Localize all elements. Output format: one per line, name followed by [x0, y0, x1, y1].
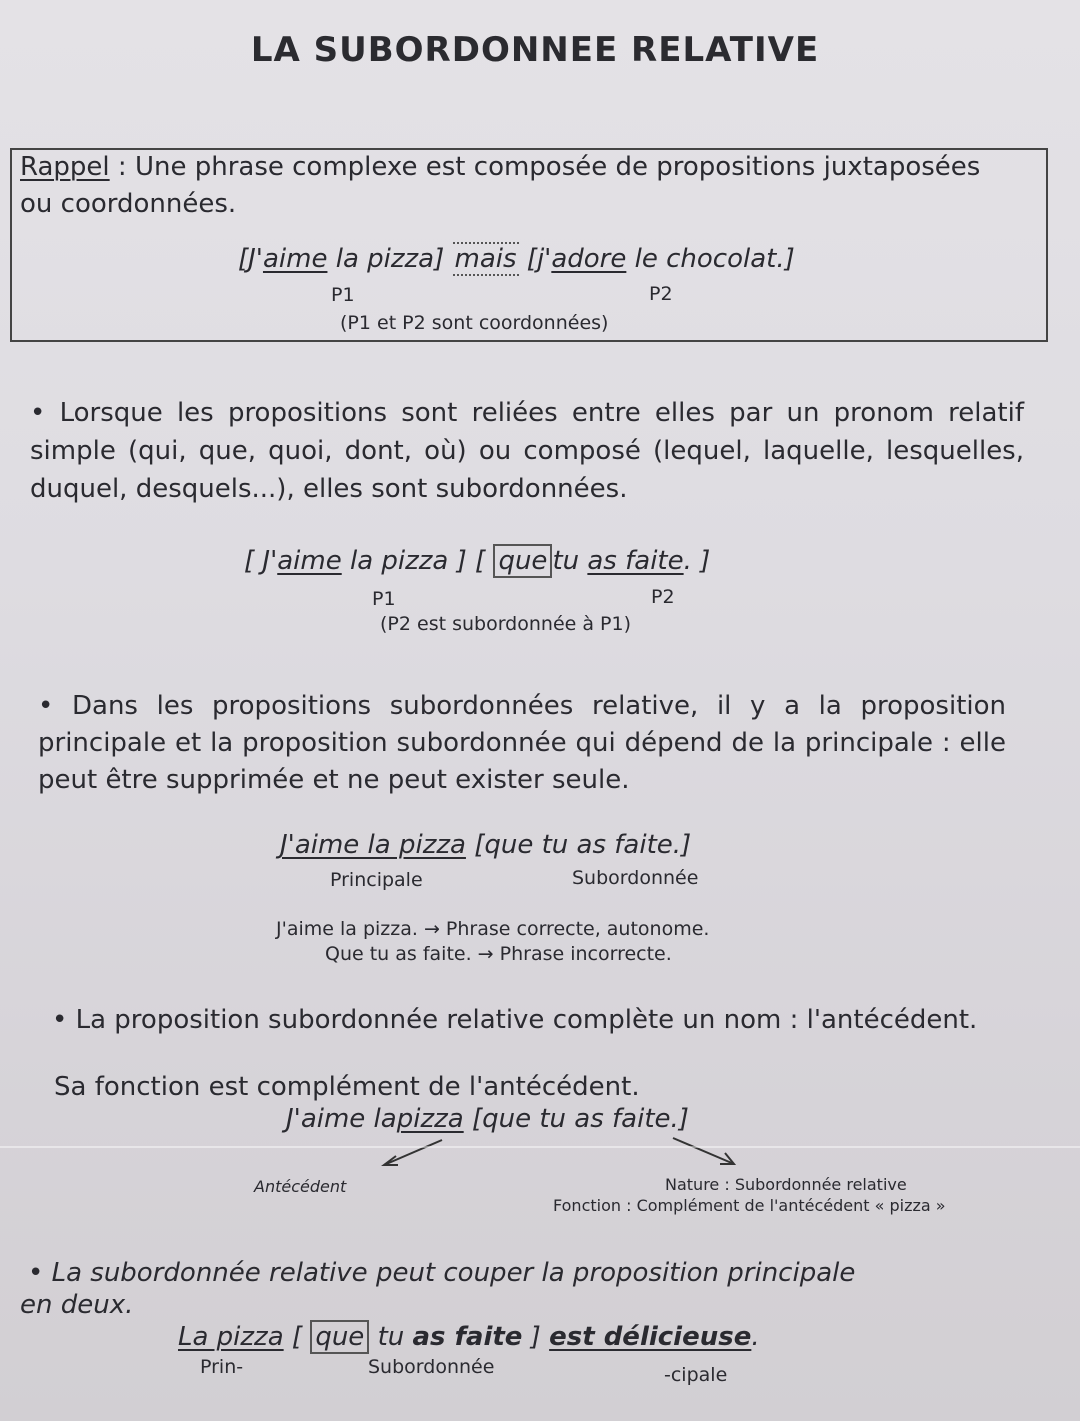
s4-ex-part: [ — [283, 1322, 311, 1352]
s4-ex-part: ] — [522, 1322, 550, 1352]
section1-p1: P1 — [372, 588, 396, 610]
section1-example — [244, 546, 710, 576]
s4-ex-principal-2: est délicieuse — [549, 1322, 752, 1352]
section4-label-sub: Subordonnée — [368, 1356, 495, 1378]
rappel-line-1 — [20, 152, 980, 182]
section2-label-main: Principale — [330, 869, 423, 891]
s1-ex-part: tu — [552, 546, 588, 576]
s1-ex-part: la pizza ] [ — [341, 546, 494, 576]
s1-ex-part: . ] — [683, 546, 711, 576]
s4-ex-part: tu — [369, 1322, 413, 1352]
s3-ex-part: [que tu as faite.] — [463, 1104, 689, 1134]
section2-text: • Dans les propositions subordonnées relative, il y a la proposition principale et la proposition subordonnée qui dépend de la principale : elle peut être supprimée et ne peut exister seule. — [38, 691, 1006, 795]
section1-text: • Lorsque les propositions sont reliées entre elles par un pronom relatif simple (qui, que, quoi, dont, où) ou composé (lequel, laquelle, lesquelles, duquel, desquels...), elles sont subordonnées. — [30, 398, 1024, 504]
rappel-ex-conjunction: mais — [454, 244, 517, 274]
section3-label-nature: Nature : Subordonnée relative — [665, 1175, 907, 1194]
s4-ex-part: . — [751, 1322, 760, 1352]
rappel-note: (P1 et P2 sont coordonnées) — [340, 312, 609, 334]
page-title: LA SUBORDONNEE RELATIVE — [250, 30, 820, 70]
section3-example — [286, 1104, 689, 1134]
s1-ex-pronoun: que — [493, 544, 552, 578]
arrow-left-icon — [384, 1140, 442, 1165]
rappel-p2: P2 — [649, 283, 673, 305]
section2-label-sub: Subordonnée — [572, 867, 699, 889]
section1-p2: P2 — [651, 586, 675, 608]
section2-line-1: J'aime la pizza. → Phrase correcte, autonome. — [276, 918, 710, 940]
section4-text-1: • La subordonnée relative peut couper la proposition principale — [28, 1258, 856, 1288]
section3-arrows — [370, 1134, 750, 1174]
section4-label-cipale: -cipale — [664, 1364, 728, 1386]
s2-ex-sub: [que tu as faite.] — [465, 830, 692, 860]
rappel-label: Rappel — [20, 152, 110, 182]
rappel-text-1: : Une phrase complexe est composée de propositions juxtaposées — [109, 152, 981, 182]
rappel-ex-part: [J' — [238, 244, 263, 274]
rappel-ex-part: le chocolat.] — [626, 244, 795, 274]
section3-text-2: Sa fonction est complément de l'antécédent. — [54, 1072, 640, 1102]
rappel-example — [238, 244, 795, 274]
section3-text: • La proposition subordonnée relative complète un nom : l'antécédent. — [52, 1005, 978, 1035]
rappel-ex-part: la pizza] — [327, 244, 453, 274]
s2-ex-main: J'aime la pizza — [280, 830, 466, 860]
arrow-right-icon — [673, 1138, 734, 1164]
section4-text-2: en deux. — [20, 1290, 134, 1320]
rappel-p1: P1 — [331, 284, 355, 306]
s4-ex-principal-1: La pizza — [178, 1322, 284, 1352]
s4-ex-pronoun: que — [310, 1320, 369, 1354]
rappel-ex-part: [j' — [518, 244, 552, 274]
rappel-text-2: ou coordonnées. — [20, 189, 237, 219]
paper-fold — [0, 1146, 1080, 1148]
s4-ex-verb: as faite — [412, 1322, 523, 1352]
rappel-ex-verb-1: aime — [262, 244, 328, 274]
rappel-ex-verb-2: adore — [551, 244, 627, 274]
section4-example — [178, 1322, 760, 1352]
section3-label-antecedent: Antécédent — [254, 1177, 347, 1196]
section1-note: (P2 est subordonnée à P1) — [380, 613, 632, 635]
s1-ex-part: [ J' — [244, 546, 278, 576]
section2-line-2: Que tu as faite. → Phrase incorrecte. — [325, 943, 672, 965]
section3-label-fonction: Fonction : Complément de l'antécédent « pizza » — [553, 1196, 946, 1215]
section4-label-prin: Prin- — [200, 1356, 244, 1378]
s3-ex-antecedent: pizza — [396, 1104, 464, 1134]
s1-ex-verb-2: as faite — [587, 546, 684, 576]
s1-ex-verb-1: aime — [277, 546, 342, 576]
s3-ex-part: J'aime la — [286, 1104, 397, 1134]
section2-example — [280, 830, 691, 860]
